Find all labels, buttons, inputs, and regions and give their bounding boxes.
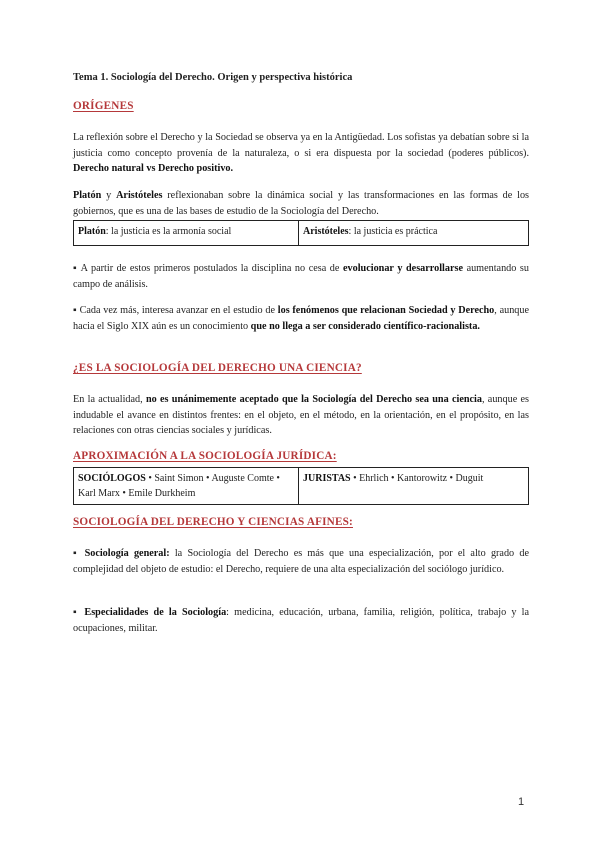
cell-name: JURISTAS [303,473,351,484]
cell-text: • Saint Simon • Auguste Comte • Karl Marx • Emile Durkheim [78,473,280,499]
cell-name: SOCIÓLOGOS [78,473,146,484]
name-platon: Platón [73,190,102,201]
paragraph-text: la Sociología del Derecho es más que una especialización, por el alto grado de complejidad del objeto de estudio: el Derecho, requiere de una alta especialización del sociólogo jurídico. [73,548,529,575]
table-cell-juristas [299,468,528,504]
cell-text: : la justicia es la armonía social [105,226,232,237]
paragraph-bold: no es unánimemente aceptado que la Sociología del Derecho sea una ciencia [145,394,482,405]
section-heading-origenes: ORÍGENES [73,100,134,112]
paragraph-bold: evolucionar y desarrollarse [343,263,463,274]
paragraph-text: : medicina, educación, urbana, familia, religión, política, trabajo y la ocupaciones, militar. [73,607,529,634]
comparison-table-justicia [73,220,529,246]
cell-name: Platón [78,226,106,237]
paragraph-text: ▪ A partir de estos primeros postulados la disciplina no cesa de [73,263,344,274]
section-heading-afines: SOCIOLOGÍA DEL DERECHO Y CIENCIAS AFINES: [73,516,353,528]
page-number: 1 [518,796,525,808]
paragraph-platon-aristoteles [73,188,529,219]
section-heading-aproximacion: APROXIMACIÓN A LA SOCIOLOGÍA JURÍDICA: [73,450,337,462]
paragraph-text: En la actualidad, [73,394,146,405]
paragraph-bold: que no llega a ser considerado científico-racionalista. [250,320,480,332]
paragraph-text: y [101,190,117,201]
name-aristoteles: Aristóteles [116,190,163,201]
paragraph-ciencia [73,392,529,439]
table-cell-sociologos [74,468,299,504]
cell-name: Aristóteles [303,226,349,237]
table-cell-platon [74,221,299,245]
section-heading-ciencia: ¿ES LA SOCIOLOGÍA DEL DERECHO UNA CIENCIA? [73,362,362,374]
cell-text: : la justicia es práctica [348,226,438,237]
comparison-table-autores [73,467,529,505]
paragraph-origenes-intro [73,130,529,177]
paragraph-bold: Sociología general: [84,548,170,559]
paragraph-bold: Especialidades de la Sociología [84,607,227,618]
paragraph-bold: Derecho natural vs Derecho positivo. [73,163,234,175]
paragraph-text: La reflexión sobre el Derecho y la Sociedad se observa ya en la Antigüedad. Los sofistas ya debatían sobre si la justicia como concepto provenía de la naturaleza, o si era dispuesta por la sociedad (poderes públicos). [73,132,529,159]
paragraph-text: , aunque es indudable el avance en distintos frentes: en el objeto, en el método, en la orientación, en el propósito, en las relaciones con otras ciencias sociales y jurídicas. [73,394,530,437]
paragraph-bold: los fenómenos que relacionan Sociedad y Derecho [277,305,495,316]
paragraph-evolucion [73,261,529,292]
document-title: Tema 1. Sociología del Derecho. Origen y perspectiva histórica [73,72,353,83]
paragraph-sociologia-general [73,546,529,577]
paragraph-text: ▪ [73,548,85,559]
paragraph-text: ▪ Cada vez más, interesa avanzar en el estudio de [73,305,278,316]
cell-text: • Ehrlich • Kantorowitz • Duguit [350,473,484,484]
paragraph-especialidades [73,605,529,636]
table-cell-aristoteles [299,221,528,245]
paragraph-text: ▪ [73,607,85,618]
paragraph-fenomenos [73,303,529,334]
paragraph-text: aumentando su campo de análisis. [73,263,529,290]
paragraph-text: , aunque hacia el Siglo XIX aún es un conocimiento [73,305,530,332]
paragraph-text: reflexionaban sobre la dinámica social y las transformaciones en las formas de los gobiernos, que es una de las bases de estudio de la Sociología del Derecho. [73,190,530,217]
